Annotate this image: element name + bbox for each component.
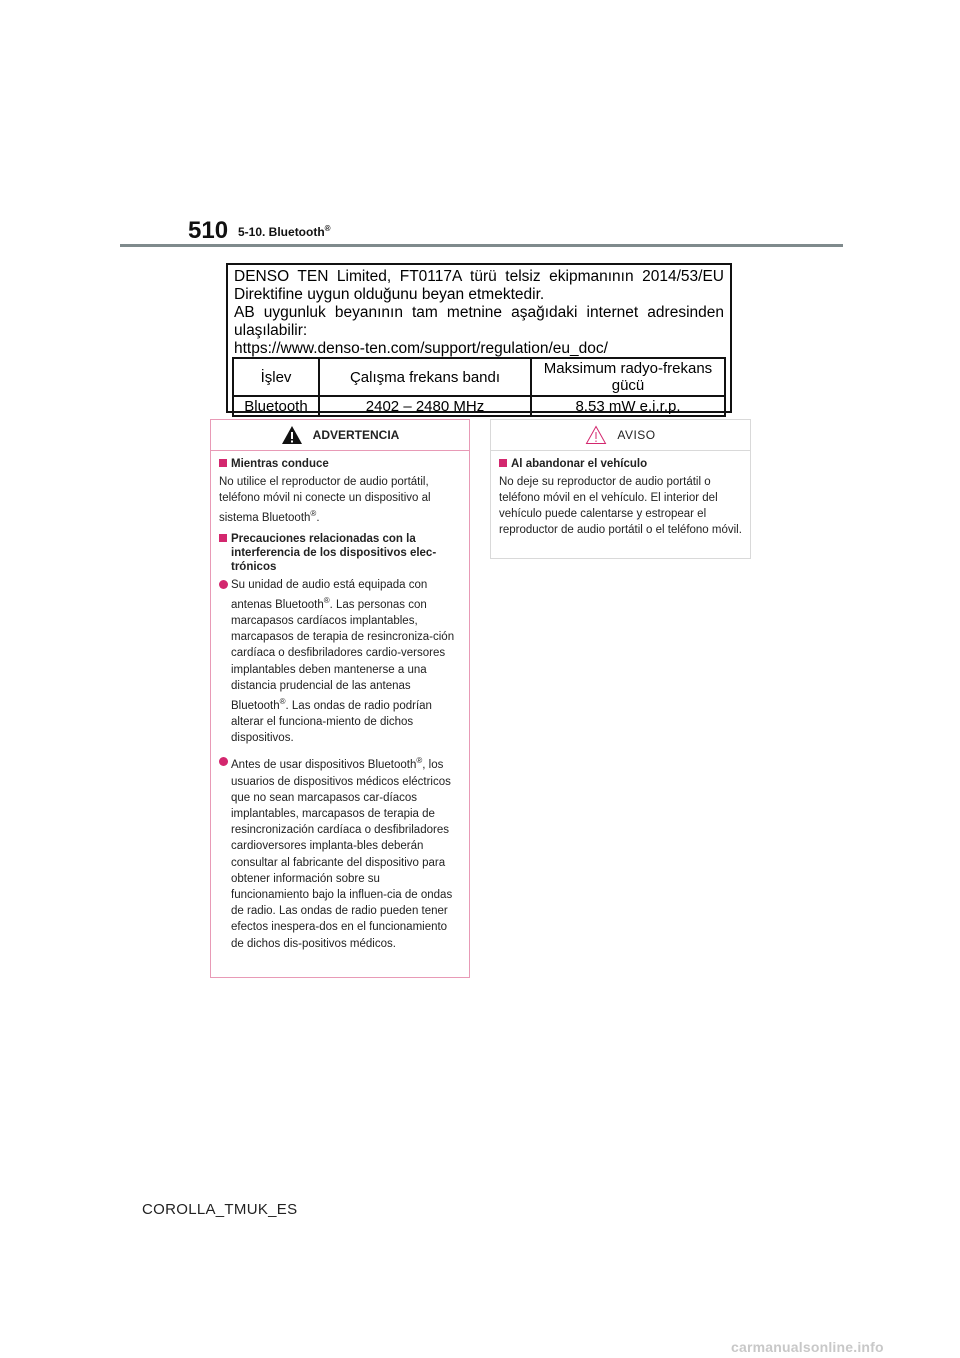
- warning-heading-driving: [219, 457, 461, 471]
- warning-bullet-2: [219, 754, 461, 952]
- registered-mark: ®: [324, 224, 331, 233]
- table-header-row: [233, 358, 725, 396]
- warning-title: ADVERTENCIA: [312, 428, 400, 442]
- regulation-line-3: AB uygunluk beyanının tam metnine aşağıdaki internet adresinden: [234, 304, 724, 321]
- warning-text-driving: [219, 474, 461, 526]
- square-bullet-icon: [219, 459, 227, 467]
- warning-box: [210, 419, 470, 978]
- text-part: Su unidad de audio está equipada con antenas Bluetooth: [231, 578, 428, 611]
- registered-mark: ®: [323, 596, 330, 606]
- circle-bullet-icon: [219, 580, 228, 589]
- text-part: .: [316, 511, 320, 524]
- warning-triangle-icon: [281, 425, 303, 445]
- section-title-text: 5-10. Bluetooth: [238, 225, 325, 239]
- regulation-line-2: Direktifine uygun olduğunu beyan etmektedir.: [234, 286, 545, 303]
- section-title: [238, 224, 331, 239]
- square-bullet-icon: [219, 534, 227, 542]
- regulation-line-1: DENSO TEN Limited, FT0117A türü telsiz ekipmanının 2014/53/EU: [234, 268, 724, 285]
- document-code: COROLLA_TMUK_ES: [142, 1201, 298, 1218]
- registered-mark: ®: [416, 756, 423, 766]
- text-part: No utilice el reproductor de audio portátil, teléfono móvil ni conecte un dispositivo al sistema Bluetooth: [219, 476, 431, 524]
- caution-text: No deje su reproductor de audio portátil o teléfono móvil en el vehículo. El interior del vehículo puede calentarse y estropear el reproductor de audio portátil o el teléfono móvil.: [499, 476, 742, 536]
- warning-header: [211, 420, 469, 451]
- caution-heading-leaving: [499, 457, 742, 471]
- caution-box: [490, 419, 751, 559]
- registered-mark: ®: [279, 697, 286, 707]
- page-number: 510: [188, 217, 229, 244]
- circle-bullet-icon: [219, 757, 228, 766]
- heading-text: Mientras conduce: [231, 458, 329, 470]
- caution-header: [491, 420, 750, 451]
- heading-text: Precauciones relacionadas con la interferencia de los dispositivos elec-trónicos: [231, 532, 437, 573]
- table-cell-power: 8.53 mW e.i.r.p.: [531, 396, 725, 416]
- text-part: . Las personas con marcapasos cardíacos implantables, marcapasos de terapia de resincroniza-ción cardíaca o desfibriladores cardio-versores implantables deben mantenerse a una distancia prudencial de las antenas Bluetooth: [231, 598, 455, 712]
- caution-title: AVISO: [617, 428, 656, 442]
- text-part: . Las ondas de radio podrían alterar el funciona-miento de dichos dispositivos.: [231, 699, 432, 745]
- caution-triangle-icon: [585, 425, 607, 445]
- regulation-url: https://www.denso-ten.com/support/regulation/eu_doc/: [234, 340, 608, 357]
- table-cell-function: Bluetooth: [233, 396, 319, 416]
- frequency-table: [232, 357, 726, 417]
- bullet-text: [231, 579, 454, 744]
- warning-bullet-1: [219, 577, 461, 747]
- table-row: [233, 396, 725, 416]
- square-bullet-icon: [499, 459, 507, 467]
- table-cell-band: 2402 – 2480 MHz: [319, 396, 531, 416]
- regulation-line-4: ulaşılabilir:: [234, 322, 308, 339]
- registered-mark: ®: [310, 509, 317, 518]
- table-header-function: İşlev: [233, 358, 319, 396]
- text-part: Antes de usar dispositivos Bluetooth: [231, 759, 417, 772]
- bullet-text: [231, 756, 453, 950]
- table-header-power: Maksimum radyo-frekans gücü: [531, 358, 725, 396]
- warning-heading-interference: [219, 532, 461, 574]
- regulation-box: [226, 263, 732, 413]
- text-part: , los usuarios de dispositivos médicos eléctricos que no sean marcapasos car-díacos implantables, marcapasos de terapia de resincronización cardíaca o desfibriladores cardioversores implanta-bles deberán consultar al fabricante del dispositivo para obtener información sobre su funcionamiento bajo la influen-cia de ondas de radio. Las ondas de radio pueden tener efectos inespera-dos en el funcionamiento de dichos dis-positivos médicos.: [231, 759, 453, 950]
- heading-text: Al abandonar el vehículo: [511, 458, 648, 470]
- header-rule: [120, 244, 843, 247]
- table-header-band: Çalışma frekans bandı: [319, 358, 531, 396]
- watermark: carmanualsonline.info: [731, 1339, 884, 1355]
